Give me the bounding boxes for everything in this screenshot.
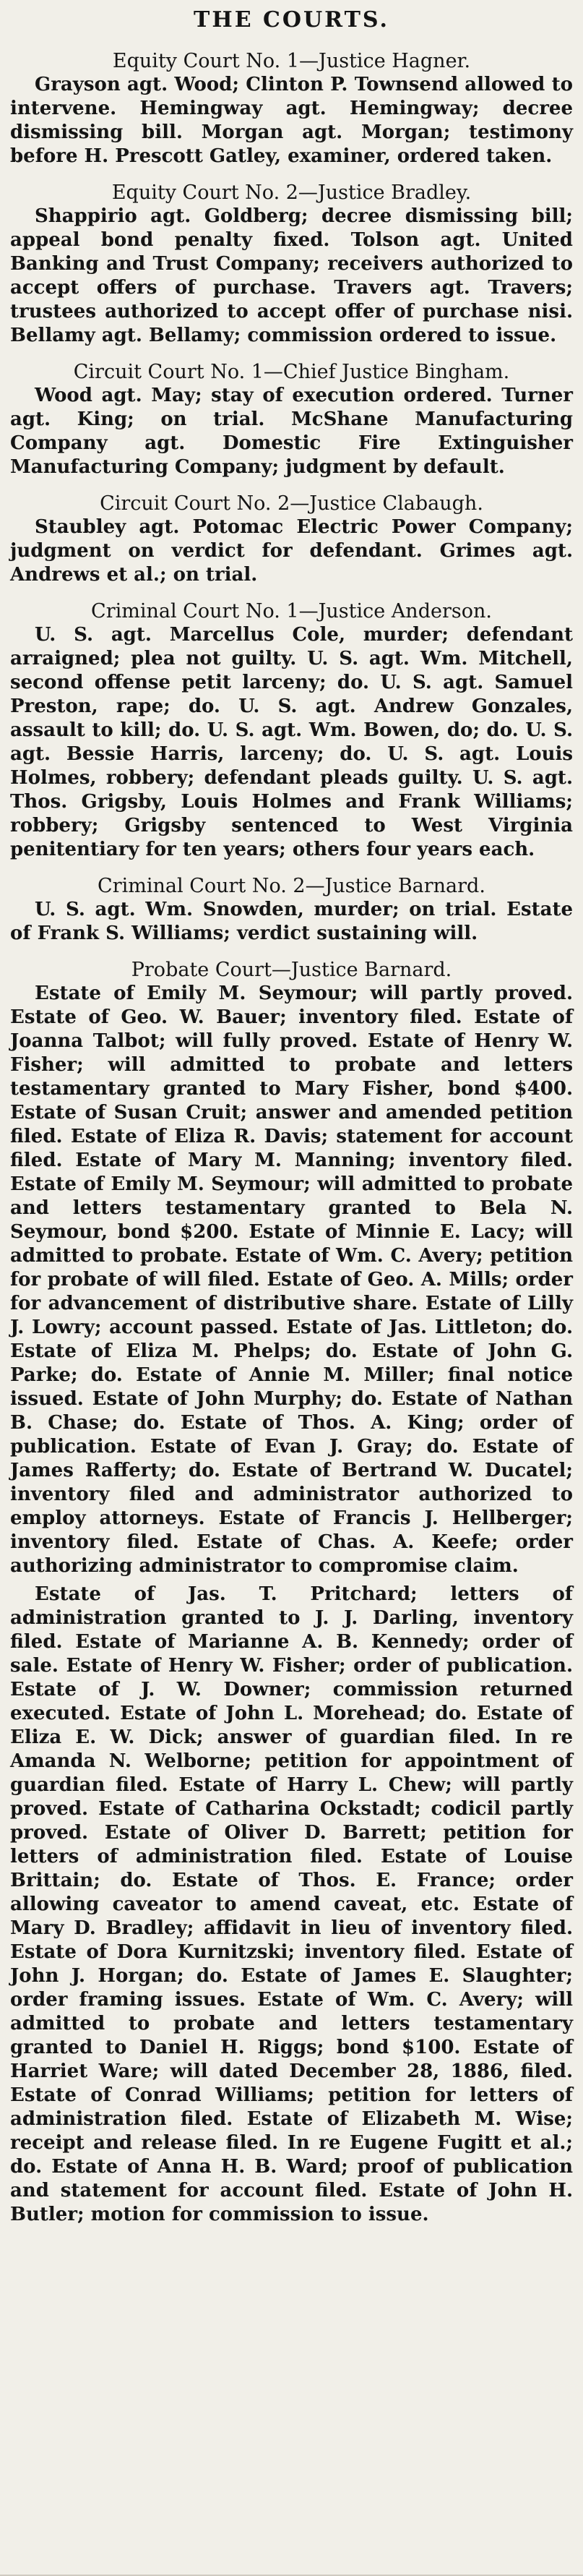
equity-court-2: [10, 181, 573, 348]
court-body: Grayson agt. Wood; Clinton P. Townsend allowed to intervene. Hemingway agt. Hemingway; decree dismissing bill. Morgan agt. Morgan; testimony before H. Prescott Gatley, examiner, ordered taken.: [10, 74, 573, 167]
court-body: Shappirio agt. Goldberg; decree dismissing bill; appeal bond penalty fixed. Tolson agt. United Banking and Trust Company; receivers authorized to accept offers of purchase. Travers agt. Travers; trustees authorized to accept offer of purchase nisi. Bellamy agt. Bellamy; commission ordered to issue.: [10, 205, 573, 346]
court-title: Probate Court—Justice Barnard.: [131, 959, 452, 981]
criminal-court-2: [10, 875, 573, 946]
court-body: Staubley agt. Potomac Electric Power Company; judgment on verdict for defendant. Grimes agt. Andrews et al.; on trial.: [10, 516, 573, 586]
court-title: Circuit Court No. 2—Justice Clabaugh.: [100, 492, 483, 515]
court-body: U. S. agt. Wm. Snowden, murder; on trial. Estate of Frank S. Williams; verdict sustaining will.: [10, 899, 573, 944]
probate-paragraph: Estate of Jas. T. Pritchard; letters of administration granted to J. J. Darling, inventory filed. Estate of Marianne A. B. Kennedy; order of sale. Estate of Henry W. Fisher; order of publication. Estate of J. W. Downer; commission returned executed. Estate of John L. Morehead; do. Estate of Eliza E. W. Dick; answer of guardian filed. In re Amanda N. Welborne; petition for appointment of guardian filed. Estate of Harry L. Chew; will partly proved. Estate of Catharina Ockstadt; codicil partly proved. Estate of Oliver D. Barrett; petition for letters of administration filed. Estate of Louise Brittain; do. Estate of Thos. E. France; order allowing caveator to amend caveat, etc. Estate of Mary D. Bradley; affidavit in lieu of inventory filed. Estate of Dora Kurnitzski; inventory filed. Estate of John J. Horgan; do. Estate of James E. Slaughter; order framing issues. Estate of Wm. C. Avery; will admitted to probate and letters testamentary granted to Daniel H. Riggs; bond $100. Estate of Harriet Ware; will dated December 28, 1886, filed. Estate of Conrad Williams; petition for letters of administration filed. Estate of Elizabeth M. Wise; receipt and release filed. In re Eugene Fugitt et al.; do. Estate of Anna H. B. Ward; proof of publication and statement for account filed. Estate of John H. Butler; motion for commission to issue.: [10, 1583, 573, 2225]
court-title: Equity Court No. 1—Justice Hagner.: [112, 50, 471, 72]
court-body: Wood agt. May; stay of execution ordered. Turner agt. King; on trial. McShane Manufacturing Company agt. Domestic Fire Extinguisher Manufacturing Company; judgment by default.: [10, 385, 573, 478]
court-title: Criminal Court No. 2—Justice Barnard.: [98, 875, 485, 897]
circuit-court-1: [10, 361, 573, 479]
court-title: Equity Court No. 2—Justice Bradley.: [111, 181, 472, 204]
equity-court-1: [10, 50, 573, 168]
court-title: Circuit Court No. 1—Chief Justice Bingham.: [73, 361, 510, 383]
court-body: U. S. agt. Marcellus Cole, murder; defendant arraigned; plea not guilty. U. S. agt. Wm. Mitchell, second offense petit larceny; do. U. S. agt. Samuel Preston, rape; do. U. S. agt. Andrew Gonzales, assault to kill; do. U. S. agt. Wm. Bowen, do; do. U. S. agt. Bessie Harris, larceny; do. U. S. agt. Louis Holmes, robbery; defendant pleads guilty. U. S. agt. Thos. Grigsby, Louis Holmes and Frank Williams; robbery; Grigsby sentenced to West Virginia penitentiary for ten years; others four years each.: [10, 624, 573, 860]
circuit-court-2: [10, 492, 573, 587]
criminal-court-1: [10, 600, 573, 862]
probate-court: [10, 959, 573, 2227]
headline: THE COURTS.: [194, 7, 389, 33]
court-title: Criminal Court No. 1—Justice Anderson.: [91, 600, 492, 622]
probate-paragraph: Estate of Emily M. Seymour; will partly proved. Estate of Geo. W. Bauer; inventory filed. Estate of Joanna Talbot; will fully proved. Estate of Henry W. Fisher; will admitted to probate and letters testamentary granted to Mary Fisher, bond $400. Estate of Susan Cruit; answer and amended petition filed. Estate of Eliza R. Davis; statement for account filed. Estate of Mary M. Manning; inventory filed. Estate of Emily M. Seymour; will admitted to probate and letters testamentary granted to Bela N. Seymour, bond $200. Estate of Minnie E. Lacy; will admitted to probate. Estate of Wm. C. Avery; petition for probate of will filed. Estate of Geo. A. Mills; order for advancement of distributive share. Estate of Lilly J. Lowry; account passed. Estate of Jas. Littleton; do. Estate of Eliza M. Phelps; do. Estate of John G. Parke; do. Estate of Annie M. Miller; final notice issued. Estate of John Murphy; do. Estate of Nathan B. Chase; do. Estate of Thos. A. King; order of publication. Estate of Evan J. Gray; do. Estate of James Rafferty; do. Estate of Bertrand W. Ducatel; inventory filed and administrator authorized to employ attorneys. Estate of Francis J. Hellberger; inventory filed. Estate of Chas. A. Keefe; order authorizing administrator to compromise claim.: [10, 983, 573, 1577]
